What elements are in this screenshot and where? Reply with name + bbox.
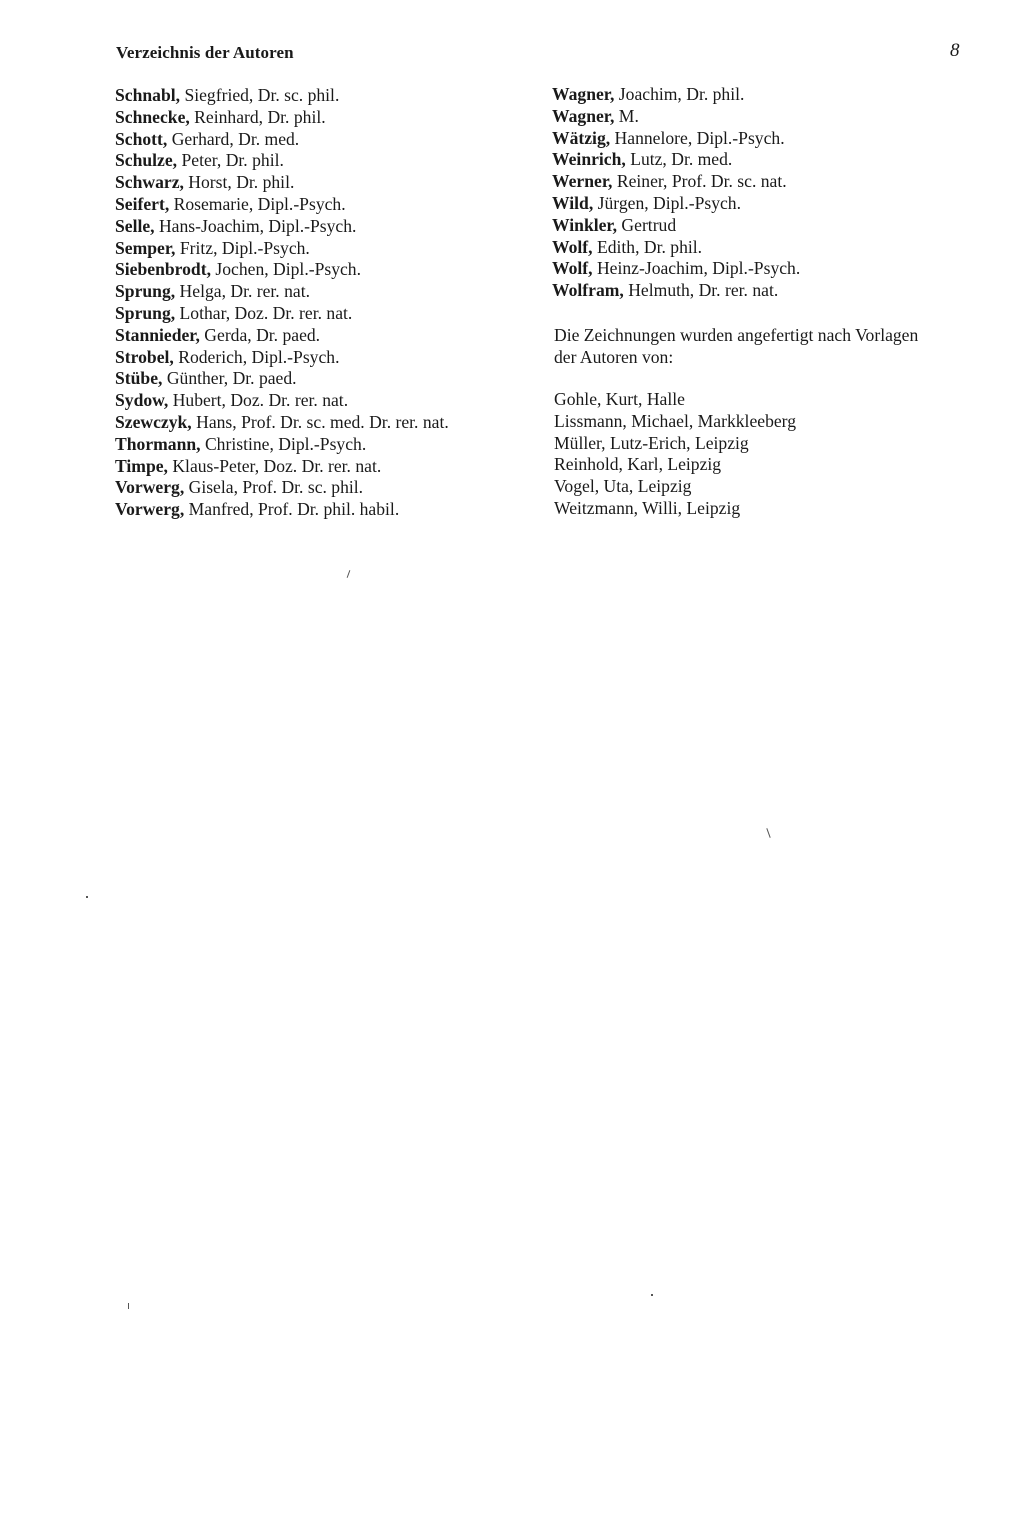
drawings-note-line: Die Zeichnungen wurden angefertigt nach Vorlagen: [554, 325, 919, 345]
author-details: Klaus-Peter, Doz. Dr. rer. nat.: [167, 455, 382, 476]
author-entry: [115, 172, 449, 194]
author-surname: Wolfram,: [552, 280, 624, 301]
author-details: Hans, Prof. Dr. sc. med. Dr. rer. nat.: [191, 411, 449, 432]
author-details: Lutz, Dr. med.: [625, 149, 733, 170]
illustrator-entry: Reinhold, Karl, Leipzig: [554, 454, 722, 475]
scan-speck: [651, 1294, 653, 1296]
author-surname: Stannieder,: [115, 324, 200, 345]
author-surname: Schnecke,: [115, 106, 190, 127]
author-entry: [115, 390, 449, 412]
author-surname: Schwarz,: [115, 172, 184, 193]
author-entry: [552, 106, 800, 128]
illustrator-entry: Lissmann, Michael, Markkleeberg: [554, 410, 797, 431]
author-surname: Sydow,: [115, 390, 169, 411]
author-entry: [115, 412, 449, 434]
author-surname: Timpe,: [115, 455, 168, 476]
author-entry: [115, 477, 449, 499]
author-entry: [115, 238, 449, 260]
illustrator-entry: Müller, Lutz-Erich, Leipzig: [554, 432, 749, 453]
author-surname: Strobel,: [115, 346, 174, 367]
author-details: Roderich, Dipl.-Psych.: [173, 346, 340, 367]
author-surname: Sprung,: [115, 281, 176, 302]
author-details: Jochen, Dipl.-Psych.: [210, 259, 362, 280]
author-entry: [115, 499, 449, 521]
authors-list-right: [552, 84, 800, 302]
author-surname: Wagner,: [552, 105, 615, 126]
author-entry: [115, 434, 449, 456]
drawings-note-line: der Autoren von:: [554, 347, 674, 367]
illustrator-entry: Vogel, Uta, Leipzig: [554, 476, 692, 497]
author-surname: Seifert,: [115, 193, 170, 214]
scan-speck: [86, 896, 88, 898]
author-entry: [115, 107, 449, 129]
author-surname: Vorwerg,: [115, 499, 185, 520]
author-surname: Schnabl,: [115, 85, 181, 105]
author-surname: Selle,: [115, 215, 155, 236]
author-entry: [115, 303, 449, 325]
author-details: Joachim, Dr. phil.: [614, 84, 745, 104]
author-details: Gisela, Prof. Dr. sc. phil.: [184, 477, 364, 498]
author-entry: [552, 237, 800, 259]
author-entry: [115, 85, 449, 107]
scan-speck: [347, 570, 351, 578]
author-entry: [115, 325, 449, 347]
scan-speck: [766, 828, 770, 838]
page-title: Verzeichnis der Autoren: [116, 43, 294, 62]
author-details: Manfred, Prof. Dr. phil. habil.: [184, 499, 400, 520]
author-entry: [115, 194, 449, 216]
author-details: Reinhard, Dr. phil.: [189, 106, 326, 127]
author-details: Gerda, Dr. paed.: [199, 324, 321, 345]
author-surname: Wild,: [552, 192, 594, 213]
author-details: Reiner, Prof. Dr. sc. nat.: [612, 171, 787, 192]
author-entry: [115, 216, 449, 238]
author-details: Rosemarie, Dipl.-Psych.: [169, 193, 346, 214]
scan-speck: [128, 1303, 129, 1309]
authors-list-left: [115, 85, 449, 521]
author-entry: [115, 129, 449, 151]
illustrator-entry: Weitzmann, Willi, Leipzig: [554, 497, 741, 518]
author-details: Heinz-Joachim, Dipl.-Psych.: [592, 258, 801, 279]
author-details: Siegfried, Dr. sc. phil.: [180, 85, 340, 105]
author-details: Gerhard, Dr. med.: [167, 128, 300, 149]
page-number: 8: [950, 40, 960, 61]
author-surname: Schott,: [115, 128, 168, 149]
author-surname: Werner,: [552, 171, 613, 192]
author-entry: [552, 193, 800, 215]
illustrators-list: [554, 389, 796, 520]
author-entry: [115, 259, 449, 281]
author-entry: [552, 171, 800, 193]
author-details: Hannelore, Dipl.-Psych.: [610, 127, 785, 148]
author-details: Helga, Dr. rer. nat.: [175, 281, 310, 302]
author-surname: Szewczyk,: [115, 411, 192, 432]
author-surname: Wagner,: [552, 84, 615, 104]
author-surname: Sprung,: [115, 302, 176, 323]
author-details: M.: [614, 105, 639, 126]
author-surname: Winkler,: [552, 214, 618, 235]
author-entry: [115, 281, 449, 303]
author-entry: [115, 347, 449, 369]
author-surname: Siebenbrodt,: [115, 259, 211, 280]
author-entry: [552, 149, 800, 171]
author-entry: [115, 150, 449, 172]
author-details: Hubert, Doz. Dr. rer. nat.: [168, 390, 349, 411]
author-entry: [552, 128, 800, 150]
author-entry: [552, 215, 800, 237]
author-details: Jürgen, Dipl.-Psych.: [593, 192, 742, 213]
author-details: Lothar, Doz. Dr. rer. nat.: [175, 302, 353, 323]
author-surname: Schulze,: [115, 150, 178, 171]
author-surname: Wolf,: [552, 236, 593, 257]
author-details: Günther, Dr. paed.: [162, 368, 297, 389]
author-details: Hans-Joachim, Dipl.-Psych.: [154, 215, 357, 236]
author-surname: Weinrich,: [552, 149, 626, 170]
author-surname: Stübe,: [115, 368, 163, 389]
author-surname: Vorwerg,: [115, 477, 185, 498]
author-details: Edith, Dr. phil.: [592, 236, 703, 257]
author-details: Christine, Dipl.-Psych.: [200, 433, 367, 454]
author-surname: Wätzig,: [552, 127, 611, 148]
author-entry: [552, 280, 800, 302]
author-details: Fritz, Dipl.-Psych.: [175, 237, 310, 258]
author-details: Gertrud: [617, 214, 677, 235]
drawings-note: [554, 324, 974, 368]
author-surname: Semper,: [115, 237, 176, 258]
author-entry: [115, 368, 449, 390]
illustrator-entry: Gohle, Kurt, Halle: [554, 389, 685, 409]
author-surname: Wolf,: [552, 258, 593, 279]
author-entry: [552, 84, 800, 106]
author-entry: [115, 456, 449, 478]
author-surname: Thormann,: [115, 433, 201, 454]
author-details: Peter, Dr. phil.: [177, 150, 284, 171]
author-entry: [552, 258, 800, 280]
author-details: Helmuth, Dr. rer. nat.: [623, 280, 779, 301]
author-details: Horst, Dr. phil.: [183, 172, 295, 193]
